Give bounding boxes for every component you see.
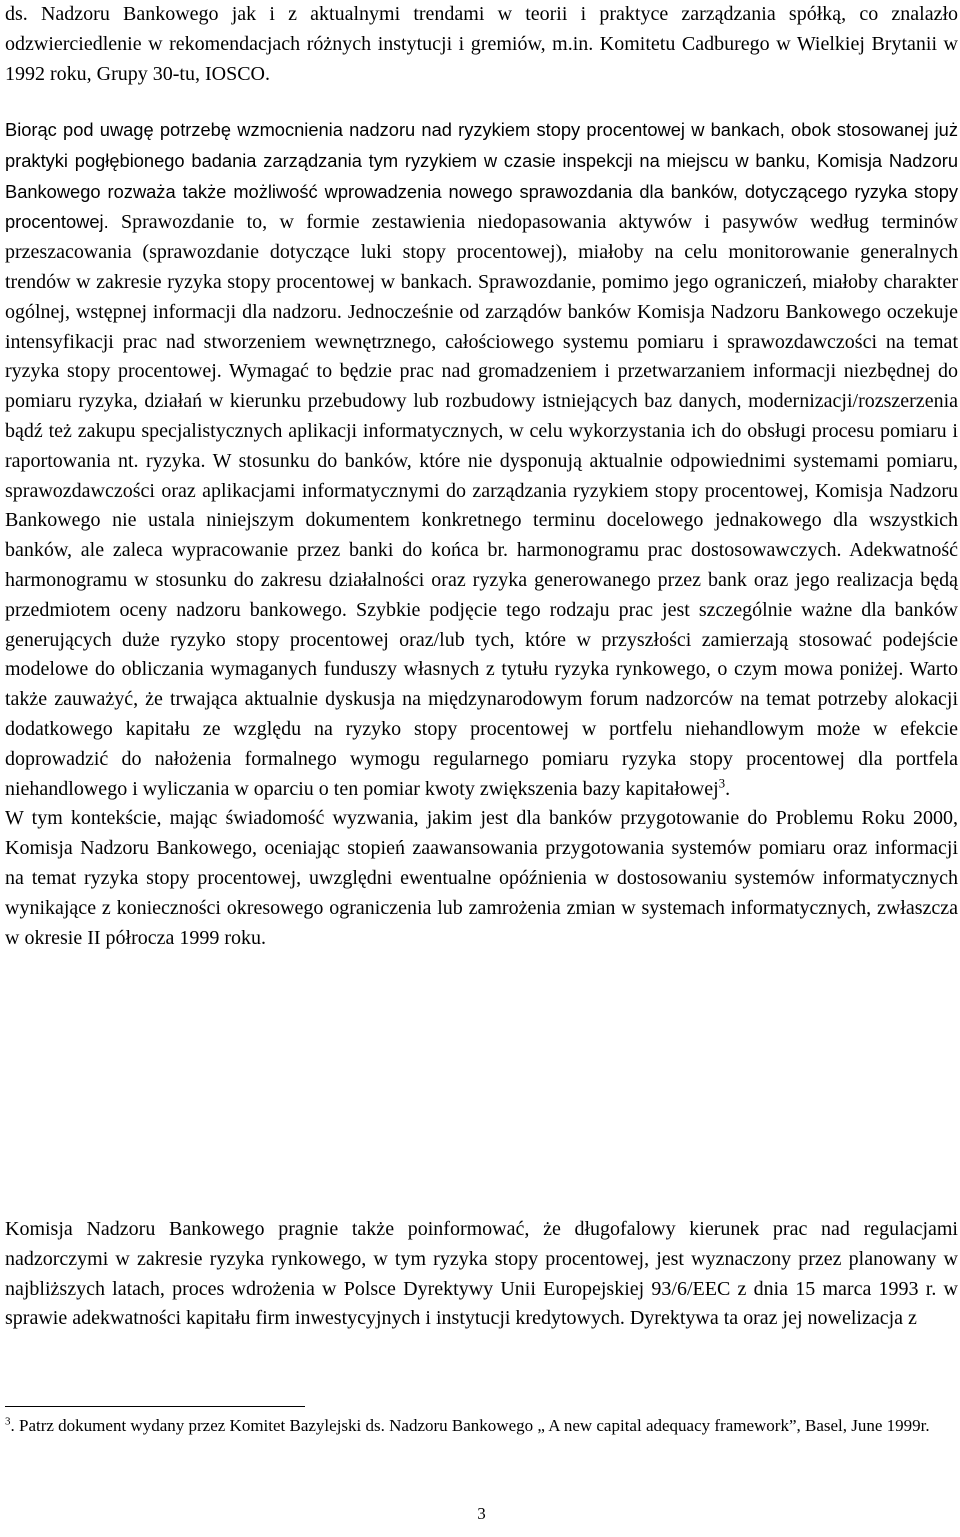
- footnote-reference[interactable]: 3: [718, 774, 726, 790]
- paragraph-interest-rate-risk: [5, 115, 958, 953]
- footnote-marker: 3: [5, 1415, 11, 1428]
- page-number: 3: [477, 1504, 486, 1523]
- paragraph-eu-directive: Komisja Nadzoru Bankowego pragnie także poinformować, że długofalowy kierunek prac nad regulacjami nadzorczymi w zakresie ryzyka rynkowego, w tym ryzyka stopy procentowej, jest wyznaczony przez planowany w najbliższych latach, proces wdrożenia w Polsce Dyrektywy Unii Europejskiej 93/6/EEC z dnia 15 marca 1993 r. w sprawie adekwatności kapitału firm inwestycyjnych i instytucji kredytowych. Dyrektywa ta oraz jej nowelizacja z: [5, 1218, 958, 1330]
- footnote-text: . Patrz dokument wydany przez Komitet Bazylejski ds. Nadzoru Bankowego „ A new capital adequacy framework”, Basel, June 1999r.: [10, 1416, 930, 1435]
- footnote-divider: [5, 1406, 305, 1407]
- sentence-end: .: [725, 777, 731, 800]
- paragraph-continued: ds. Nadzoru Bankowego jak i z aktualnymi trendami w teorii i praktyce zarządzania spółką, co znalazło odzwierciedlenie w rekomendacjach różnych instytucji i gremiów, m.in. Komitetu Cadburego w Wielkiej Brytanii w 1992 roku, Grupy 30-tu, IOSCO.: [5, 3, 958, 85]
- paragraph-serif-part: Sprawozdanie to, w formie zestawienia niedopasowania aktywów i pasywów według terminów przeszacowania (sprawozdanie dotyczące luki stopy procentowej), miałoby na celu monitorowanie generalnych trendów w zakresie ryzyka stopy procentowej w bankach. Sprawozdanie, pomimo jego ograniczeń, miałoby charakter ogólnej, wstępnej informacji dla nadzoru. Jednocześnie od zarządów banków Komisja Nadzoru Bankowego oczekuje intensyfikacji prac nad stworzeniem wewnętrznego, całościowego systemu pomiaru i sprawozdawczości na temat ryzyka stopy procentowej. Wymagać to będzie prac nad gromadzeniem i przetwarzaniem informacji niezbędnej do pomiaru ryzyka, działań w kierunku przebudowy lub rozbudowy istniejących baz danych, modernizacji/rozszerzenia bądź też zakupu specjalistycznych aplikacji informatycznych, w celu wykorzystania ich do obsługi procesu pomiaru i raportowania nt. ryzyka. W stosunku do banków, które nie dysponują aktualnie odpowiednimi systemami pomiaru, sprawozdawczości oraz aplikacjami informatycznymi do zarządzania ryzykiem stopy procentowej, Komisja Nadzoru Bankowego nie ustala niniejszym dokumentem konkretnego terminu docelowego jednakowego dla wszystkich banków, ale zaleca wypracowanie przez banki do końca br. harmonogramu prac dostosowawczych. Adekwatność harmonogramu w stosunku do zakresu działalności oraz ryzyka generowanego przez bank oraz jego realizacja będą przedmiotem oceny nadzoru bankowego. Szybkie podjęcie tego rodzaju prac jest szczególnie ważne dla banków generujących duże ryzyko stopy procentowej oraz/lub tych, które w przyszłości zamierzają stosować podejście modelowe do obliczania wymaganych funduszy własnych z tytułu ryzyka rynkowego, o czym mowa poniżej. Warto także zauważyć, że trwająca aktualnie dyskusja na międzynarodowym forum nadzorców na temat potrzeby alokacji dodatkowego kapitału ze względu na ryzyko stopy procentowej w portfelu niehandlowym może w efekcie doprowadzić do nałożenia formalnego wymogu regularnego pomiaru ryzyka stopy procentowej dla portfela niehandlowego i wyliczania w oparciu o ten pomiar kwoty zwiększenia bazy kapitałowej: [5, 211, 958, 800]
- paragraph-sans-part: Biorąc pod uwagę potrzebę wzmocnienia nadzoru nad ryzykiem stopy procentowej w bankach, obok stosowanej już praktyki pogłębionego badania zarządzania tym ryzykiem w czasie inspekcji na miejscu w banku, Komisja Nadzoru Bankowego rozważa także możliwość wprowadzenia nowego sprawozdania dla banków, dotyczącego ryzyka stopy procentowej.: [5, 119, 958, 233]
- footnote: [5, 1412, 958, 1439]
- paragraph-y2k-part: W tym kontekście, mając świadomość wyzwania, jakim jest dla banków przygotowanie do Problemu Roku 2000, Komisja Nadzoru Bankowego, oceniając stopień zaawansowania przygotowania systemów pomiaru oraz informacji na temat ryzyka stopy procentowej, uwzględni ewentualne opóźnienia w dostosowaniu systemów informatycznych wynikające z konieczności okresowego ograniczenia lub zamrożenia zmian w systemach informatycznych, zwłaszcza w okresie II półrocza 1999 roku.: [5, 807, 958, 949]
